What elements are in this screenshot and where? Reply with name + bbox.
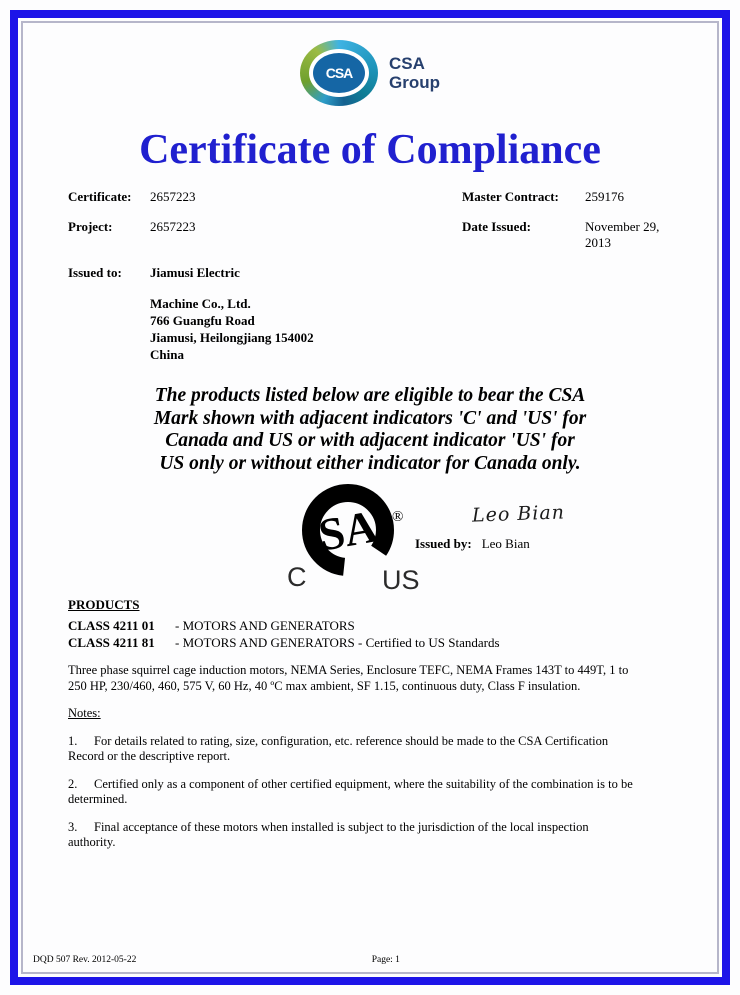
document-number: DQD 507 Rev. 2012-05-22 <box>33 955 137 965</box>
product-class-list <box>68 618 672 651</box>
note-number: 2. <box>68 776 78 791</box>
logo-text-line2: Group <box>389 73 440 92</box>
class-description: - MOTORS AND GENERATORS <box>175 618 355 634</box>
eligibility-statement <box>68 385 672 475</box>
csa-cus-mark-icon <box>286 483 426 593</box>
field-row-project <box>68 219 672 251</box>
certificate-label: Certificate: <box>68 189 132 205</box>
page-title: Certificate of Compliance <box>139 127 601 173</box>
mark-c-indicator: C <box>287 562 307 593</box>
project-label: Project: <box>68 219 113 235</box>
registered-trademark-icon: ® <box>392 509 404 526</box>
page-footer <box>23 955 717 967</box>
class-code: CLASS 4211 81 <box>68 634 155 650</box>
csa-swirl-icon <box>300 40 378 106</box>
statement-line: Canada and US or with adjacent indicator 'US' for <box>165 430 575 452</box>
mark-and-signature-row <box>68 483 672 593</box>
note-text: Final acceptance of these motors when installed is subject to the jurisdiction of the local inspection <box>94 819 589 834</box>
note-text: Record or the descriptive report. <box>68 749 231 764</box>
note-text: determined. <box>68 792 128 807</box>
product-description <box>68 663 672 694</box>
statement-line: Mark shown with adjacent indicators 'C' and 'US' for <box>153 407 587 429</box>
address-line: China <box>150 347 184 363</box>
issued-to-label: Issued to: <box>68 265 122 281</box>
certificate-body <box>23 189 717 851</box>
issued-by-value: Leo Bian <box>481 536 530 552</box>
issued-to-value: Jiamusi Electric <box>150 265 240 281</box>
product-description-line: 250 HP, 230/460, 460, 575 V, 60 Hz, 40 ºC max ambient, SF 1.15, continuous duty, Class F insulation. <box>68 678 581 693</box>
master-contract-value: 259176 <box>585 189 624 205</box>
field-row-certificate <box>68 189 672 205</box>
note-number: 1. <box>68 733 78 748</box>
address-line: 766 Guangfu Road <box>150 313 255 329</box>
class-code: CLASS 4211 01 <box>68 618 155 634</box>
field-row-issued-to <box>68 265 672 281</box>
mark-us-indicator: US <box>382 565 420 594</box>
note-number: 3. <box>68 819 78 834</box>
note-item <box>68 820 672 851</box>
issued-by-label: Issued by: <box>415 536 472 552</box>
product-class-row <box>68 635 672 652</box>
csa-logo-monogram: CSA <box>313 53 365 93</box>
issuer-signature: Leo Bian <box>471 501 566 527</box>
statement-line: The products listed below are eligible to bear the CSA <box>154 385 586 407</box>
note-item <box>68 734 672 765</box>
note-text: Certified only as a component of other certified equipment, where the suitability of the combination is to be <box>94 776 633 791</box>
certificate-fields <box>68 189 672 363</box>
notes-section <box>68 706 672 851</box>
note-item <box>68 777 672 808</box>
address-line: Jiamusi, Heilongjiang 154002 <box>150 330 314 346</box>
project-value: 2657223 <box>150 219 196 235</box>
product-class-row <box>68 618 672 635</box>
statement-line: US only or without either indicator for Canada only. <box>159 452 581 474</box>
csa-group-wordmark <box>389 54 440 92</box>
mark-monogram: SA <box>314 500 382 561</box>
address-line: Machine Co., Ltd. <box>150 296 251 312</box>
date-issued-label: Date Issued: <box>462 219 531 235</box>
certificate-page <box>23 23 717 972</box>
class-description: - MOTORS AND GENERATORS - Certified to US Standards <box>175 634 500 650</box>
csa-group-logo <box>23 40 717 106</box>
certificate-value: 2657223 <box>150 189 196 205</box>
issued-by-row <box>415 536 530 552</box>
logo-text-line1: CSA <box>389 54 425 73</box>
company-address <box>150 295 672 363</box>
products-heading: PRODUCTS <box>68 597 140 613</box>
notes-heading: Notes: <box>68 706 101 721</box>
master-contract-label: Master Contract: <box>462 189 559 205</box>
product-description-line: Three phase squirrel cage induction motors, NEMA Series, Enclosure TEFC, NEMA Frames 143T to 449T, 1 to <box>68 663 629 678</box>
date-issued-value: November 29, 2013 <box>585 219 660 251</box>
page-number: Page: 1 <box>371 955 400 965</box>
products-section <box>68 597 672 694</box>
note-text: For details related to rating, size, configuration, etc. reference should be made to the CSA Certification <box>94 733 609 748</box>
note-text: authority. <box>68 835 116 850</box>
